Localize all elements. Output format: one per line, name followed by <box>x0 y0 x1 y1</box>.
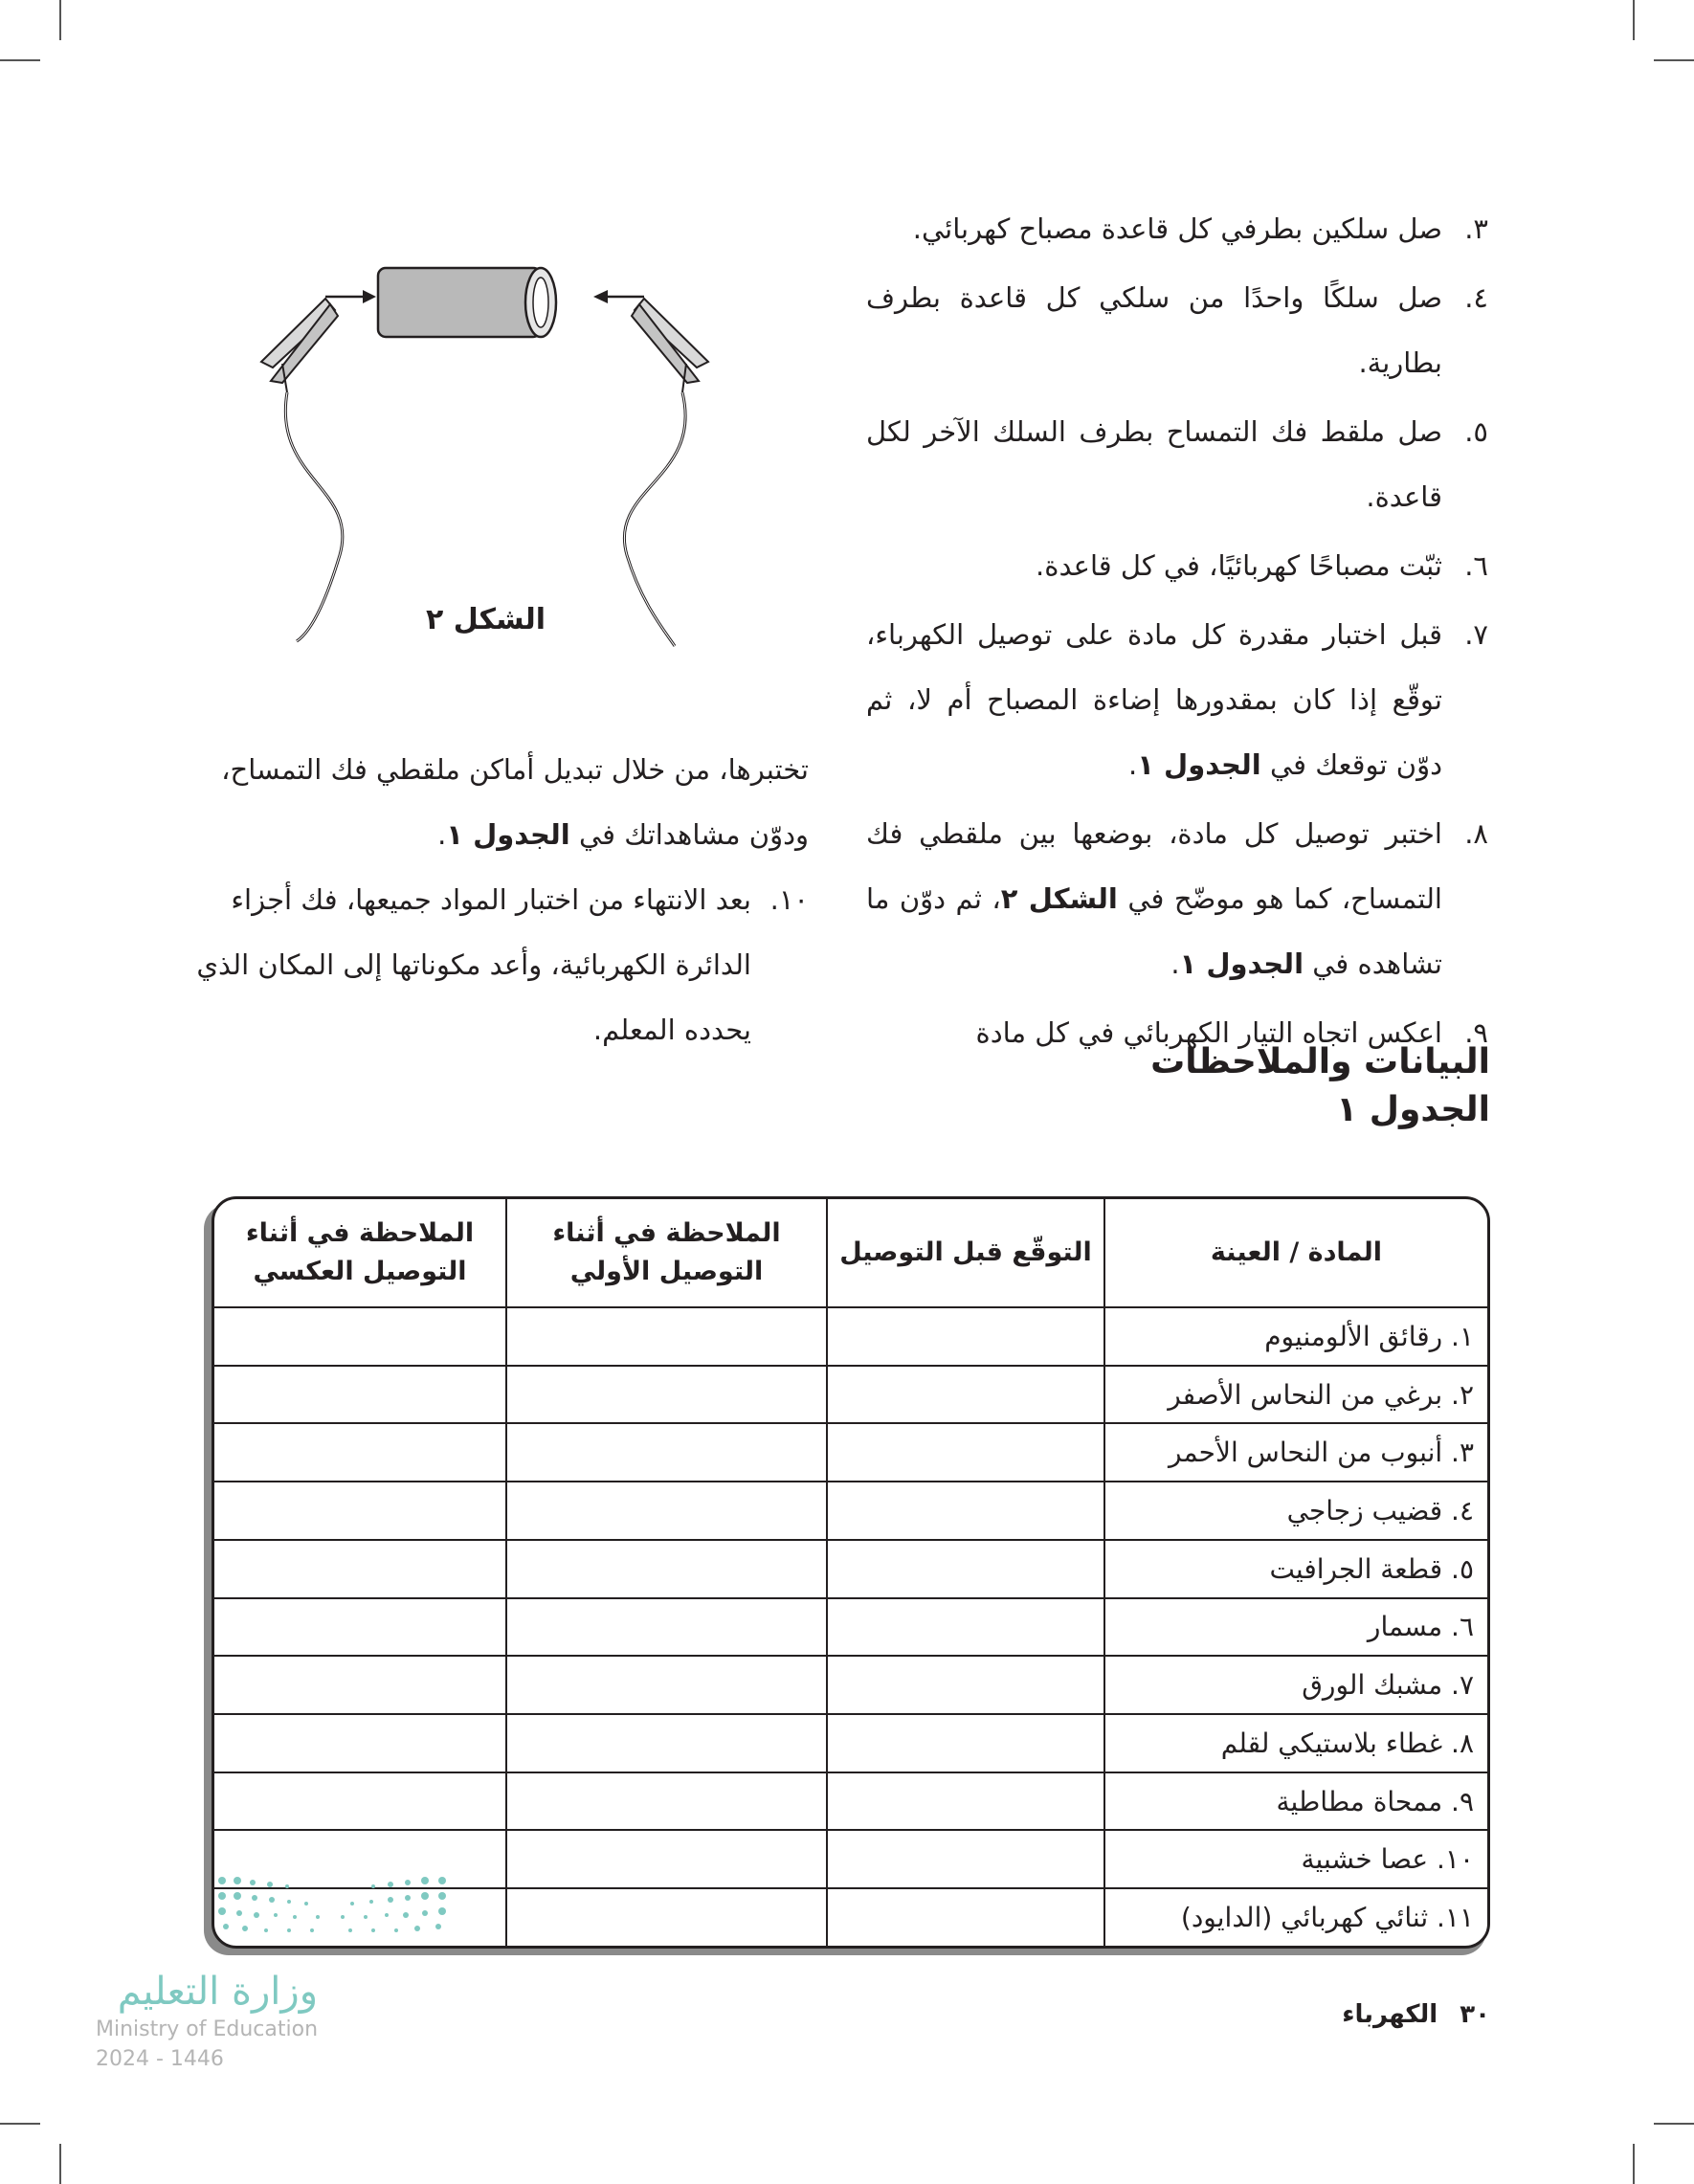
material-cell: ٨. غطاء بلاستيكي لقلم <box>1104 1714 1487 1772</box>
table-title: الجدول ١ <box>1336 1090 1490 1129</box>
prediction-cell[interactable] <box>827 1888 1104 1946</box>
crop-mark <box>0 59 40 61</box>
material-cell: ٢. برغي من النحاس الأصفر <box>1104 1366 1487 1424</box>
table-row <box>214 1366 1487 1424</box>
prediction-cell[interactable] <box>827 1772 1104 1831</box>
table-row <box>214 1423 1487 1482</box>
reverse-observation-cell[interactable] <box>214 1598 506 1657</box>
crop-mark <box>1633 0 1635 40</box>
crop-mark <box>1654 2123 1694 2125</box>
step-8: ٨. اختبر توصيل كل مادة، بوضعها بين ملقطي فك التمساح، كما هو موضّح في الشكل ٢، ثم دوّن ما تشاهده في الجدول ١. <box>866 817 1488 980</box>
step-4: ٤. صل سلكًا واحدًا من سلكي كل قاعدة بطرف بطارية. <box>866 281 1488 379</box>
ministry-name-arabic: وزارة التعليم <box>117 1970 319 2014</box>
reverse-observation-cell[interactable] <box>214 1307 506 1366</box>
crop-mark <box>1633 2144 1635 2184</box>
header-reverse-observation: الملاحظة في أثناء التوصيل العكسي <box>214 1199 506 1307</box>
procedure-steps-right <box>866 196 1488 1069</box>
step-9-continuation: تختبرها، من خلال تبديل أماكن ملقطي فك التمساح، ودوّن مشاهداتك في الجدول ١. <box>221 753 809 851</box>
table-row <box>214 1540 1487 1598</box>
data-observations-title: البيانات والملاحظات <box>1150 1042 1490 1081</box>
chapter-name: الكهرباء <box>1342 2000 1438 2029</box>
crop-mark <box>59 2144 61 2184</box>
initial-observation-cell[interactable] <box>506 1366 827 1424</box>
table-row <box>214 1598 1487 1657</box>
initial-observation-cell[interactable] <box>506 1540 827 1598</box>
step-9: ٩. اعكس اتجاه التيار الكهربائي في كل مادة <box>975 1016 1488 1049</box>
step-10: ١٠. بعد الانتهاء من اختبار المواد جميعها، فك أجزاء الدائرة الكهربائية، وأعد مكوناتها إلى المكان الذي يحدده المعلم. <box>196 883 809 1046</box>
initial-observation-cell[interactable] <box>506 1423 827 1482</box>
edition-year: 2024 - 1446 <box>96 2047 224 2071</box>
reverse-observation-cell[interactable] <box>214 1540 506 1598</box>
prediction-cell[interactable] <box>827 1540 1104 1598</box>
initial-observation-cell[interactable] <box>506 1307 827 1366</box>
figure-caption: الشكل ٢ <box>426 603 546 636</box>
step-3: ٣. صل سلكين بطرفي كل قاعدة مصباح كهربائي. <box>912 212 1488 245</box>
reverse-observation-cell[interactable] <box>214 1482 506 1540</box>
prediction-cell[interactable] <box>827 1656 1104 1714</box>
initial-observation-cell[interactable] <box>506 1888 827 1946</box>
initial-observation-cell[interactable] <box>506 1714 827 1772</box>
initial-observation-cell[interactable] <box>506 1656 827 1714</box>
table-row <box>214 1482 1487 1540</box>
reverse-observation-cell[interactable] <box>214 1366 506 1424</box>
prediction-cell[interactable] <box>827 1714 1104 1772</box>
page-number: ٣٠ <box>1460 2000 1490 2029</box>
material-cell: ٣. أنبوب من النحاس الأحمر <box>1104 1423 1487 1482</box>
initial-observation-cell[interactable] <box>506 1830 827 1888</box>
material-cell: ٥. قطعة الجرافيت <box>1104 1540 1487 1598</box>
header-material: المادة / العينة <box>1104 1199 1487 1307</box>
step-7: ٧. قبل اختبار مقدرة كل مادة على توصيل الكهرباء، توقّع إذا كان بمقدورها إضاءة المصباح أم لا، ثم دوّن توقعك في الجدول ١. <box>866 618 1488 781</box>
table-row <box>214 1656 1487 1714</box>
page-footer <box>1342 2000 1490 2029</box>
material-cell: ١. رقائق الألومنيوم <box>1104 1307 1487 1366</box>
prediction-cell[interactable] <box>827 1423 1104 1482</box>
reverse-observation-cell[interactable] <box>214 1714 506 1772</box>
reverse-observation-cell[interactable] <box>214 1423 506 1482</box>
step-6: ٦. ثبّت مصباحًا كهربائيًا، في كل قاعدة. <box>1036 549 1488 582</box>
header-initial-observation: الملاحظة في أثناء التوصيل الأولي <box>506 1199 827 1307</box>
alligator-clip-figure <box>244 249 723 660</box>
material-cell: ٦. مسمار <box>1104 1598 1487 1657</box>
material-cell: ٩. ممحاة مطاطية <box>1104 1772 1487 1831</box>
ministry-dot-pattern-icon <box>212 1871 452 1938</box>
table-row <box>214 1307 1487 1366</box>
material-cell: ٤. قضيب زجاجي <box>1104 1482 1487 1540</box>
observations-table-container <box>204 1196 1486 1948</box>
header-prediction: التوقّع قبل التوصيل <box>827 1199 1104 1307</box>
crop-mark <box>1654 59 1694 61</box>
step-5: ٥. صل ملقط فك التمساح بطرف السلك الآخر لكل قاعدة. <box>866 415 1488 513</box>
initial-observation-cell[interactable] <box>506 1598 827 1657</box>
reverse-observation-cell[interactable] <box>214 1656 506 1714</box>
initial-observation-cell[interactable] <box>506 1482 827 1540</box>
material-cell: ٧. مشبك الورق <box>1104 1656 1487 1714</box>
prediction-cell[interactable] <box>827 1307 1104 1366</box>
prediction-cell[interactable] <box>827 1366 1104 1424</box>
observations-table <box>212 1196 1490 1949</box>
reverse-observation-cell[interactable] <box>214 1772 506 1831</box>
material-cell: ١١. ثنائي كهربائي (الدايود) <box>1104 1888 1487 1946</box>
crop-mark <box>0 2123 40 2125</box>
prediction-cell[interactable] <box>827 1482 1104 1540</box>
prediction-cell[interactable] <box>827 1598 1104 1657</box>
table-row <box>214 1714 1487 1772</box>
ministry-name-english: Ministry of Education <box>96 2017 319 2041</box>
prediction-cell[interactable] <box>827 1830 1104 1888</box>
table-header-row <box>214 1199 1487 1307</box>
section-heading <box>1150 1038 1490 1134</box>
material-cell: ١٠. عصا خشبية <box>1104 1830 1487 1888</box>
table-row <box>214 1772 1487 1831</box>
initial-observation-cell[interactable] <box>506 1772 827 1831</box>
ministry-logo <box>96 1970 318 2071</box>
procedure-steps-left <box>196 737 809 1062</box>
crop-mark <box>59 0 61 40</box>
